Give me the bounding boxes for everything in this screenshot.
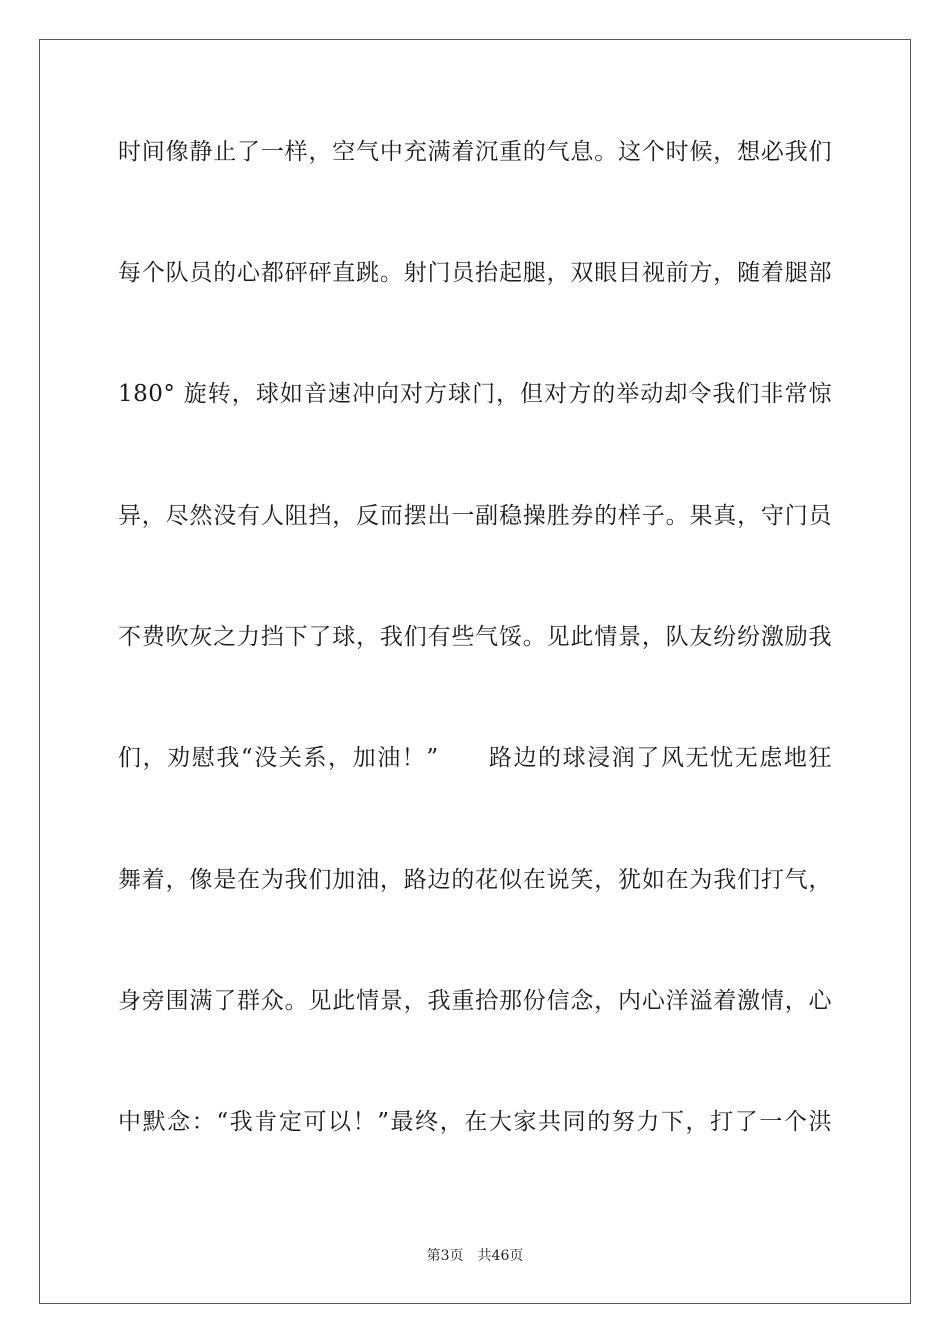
text-line: 时间像静止了一样，空气中充满着沉重的气息。这个时候，想必我们: [118, 139, 832, 165]
text-line: 180° 旋转，球如音速冲向对方球门，但对方的举动却令我们非常惊: [118, 381, 832, 407]
text-line: 舞着，像是在为我们加油，路边的花似在说笑，犹如在为我们打气，: [118, 867, 832, 893]
text-line: 们，劝慰我“没关系，加油！” 路边的球浸润了风无忧无虑地狂: [118, 745, 832, 771]
current-page-number: 第3页: [426, 1248, 464, 1264]
text-line: 不费吹灰之力挡下了球，我们有些气馁。见此情景，队友纷纷激励我: [118, 624, 832, 650]
text-line: 每个队员的心都砰砰直跳。射门员抬起腿，双眼目视前方，随着腿部: [118, 260, 832, 286]
total-page-count: 共46页: [477, 1248, 524, 1264]
text-line: 身旁围满了群众。见此情景，我重拾那份信念，内心洋溢着激情，心: [118, 988, 832, 1014]
page-footer: [0, 1246, 950, 1266]
text-line: 中默念：“我肯定可以！”最终，在大家共同的努力下，打了一个洪: [118, 1109, 832, 1135]
text-line: 异，尽然没有人阻挡，反而摆出一副稳操胜券的样子。果真，守门员: [118, 503, 832, 529]
